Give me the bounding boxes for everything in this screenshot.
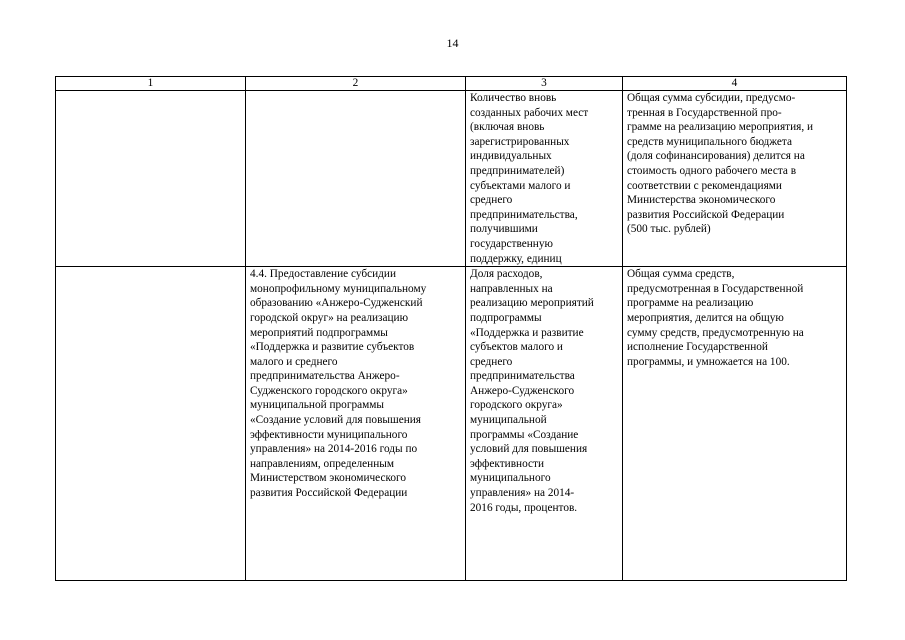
text-line: Судженского городского округа» bbox=[250, 384, 408, 397]
text-line: зарегистрированных bbox=[470, 135, 570, 148]
text-line: направлениям, определенным bbox=[250, 457, 394, 470]
text-line: развития Российской Федерации bbox=[627, 208, 785, 221]
table-row-1 bbox=[56, 91, 847, 267]
row1-cell-3 bbox=[466, 91, 623, 267]
text-line: сумму средств, предусмотренную на bbox=[627, 326, 804, 339]
row1-cell-1 bbox=[56, 91, 246, 267]
text-line: «Создание условий для повышения bbox=[250, 414, 422, 427]
text-line: тренная в Государственной про- bbox=[627, 106, 782, 119]
text-line: условий для повышения bbox=[470, 443, 588, 456]
text-line: «Поддержка и развитие субъектов bbox=[250, 341, 415, 354]
row2-cell-4 bbox=[623, 267, 847, 581]
text-line: соответствии с рекомендациями bbox=[627, 179, 782, 192]
text-line: Анжеро-Судженского bbox=[470, 384, 575, 397]
indicator-table bbox=[55, 76, 847, 581]
text-line: мероприятия, делится на общую bbox=[627, 311, 784, 324]
text-line: получившими bbox=[470, 223, 538, 236]
text-line: подпрограммы bbox=[470, 311, 542, 324]
text-line: субъектами малого и bbox=[470, 179, 571, 192]
text-line: городского округа» bbox=[470, 399, 563, 412]
text-line: поддержку, единиц bbox=[470, 252, 562, 265]
text-line: субъектов малого и bbox=[470, 341, 563, 354]
text-line: среднего bbox=[470, 355, 513, 368]
text-line: муниципальной программы bbox=[250, 399, 385, 412]
text-line: эффективности муниципального bbox=[250, 428, 408, 441]
table-row-2 bbox=[56, 267, 847, 581]
text-line: направленных на bbox=[470, 282, 553, 295]
text-line: 4.4. Предоставление субсидии bbox=[250, 268, 396, 281]
text-line: Количество вновь bbox=[470, 92, 557, 104]
row1-cell-4 bbox=[623, 91, 847, 267]
text-line: программы, и умножается на 100. bbox=[627, 355, 790, 368]
row2-cell-3 bbox=[466, 267, 623, 581]
header-cell-2: 2 bbox=[246, 77, 466, 91]
text-line: реализацию мероприятий bbox=[470, 297, 594, 310]
row2-cell-2 bbox=[246, 267, 466, 581]
text-line: программе на реализацию bbox=[627, 297, 754, 310]
text-line: монопрофильному муниципальному bbox=[250, 282, 427, 295]
row1-cell-2 bbox=[246, 91, 466, 267]
text-line: предусмотренная в Государственной bbox=[627, 282, 804, 295]
text-line: муниципального bbox=[470, 472, 551, 485]
text-line: (500 тыс. рублей) bbox=[627, 223, 711, 236]
text-line: грамме на реализацию мероприятия, и bbox=[627, 121, 814, 134]
text-line: Министерства экономического bbox=[627, 194, 776, 207]
text-line: предпринимательства bbox=[470, 370, 575, 383]
text-line: средств муниципального бюджета bbox=[627, 135, 792, 148]
text-line: Общая сумма средств, bbox=[627, 268, 735, 281]
header-cell-1: 1 bbox=[56, 77, 246, 91]
text-line: эффективности bbox=[470, 457, 544, 470]
text-line: предпринимательства, bbox=[470, 208, 578, 221]
text-line: управления» на 2014- bbox=[470, 487, 575, 500]
text-line: стоимость одного рабочего места в bbox=[627, 164, 797, 177]
text-line: предпринимательства Анжеро- bbox=[250, 370, 400, 383]
text-line: (включая вновь bbox=[470, 121, 545, 134]
text-line: Доля расходов, bbox=[470, 268, 543, 281]
text-line: (доля софинансирования) делится на bbox=[627, 150, 805, 163]
text-line: малого и среднего bbox=[250, 355, 338, 368]
text-line: развития Российской Федерации bbox=[250, 487, 408, 500]
table-header-row bbox=[56, 77, 847, 91]
text-line: образованию «Анжеро-Судженский bbox=[250, 297, 423, 310]
text-line: программы «Создание bbox=[470, 428, 579, 441]
header-cell-4: 4 bbox=[623, 77, 847, 91]
text-line: Министерством экономического bbox=[250, 472, 407, 485]
text-line: управления» на 2014-2016 годы по bbox=[250, 443, 418, 456]
text-line: мероприятий подпрограммы bbox=[250, 326, 388, 339]
row2-cell-1 bbox=[56, 267, 246, 581]
text-line: муниципальной bbox=[470, 414, 547, 427]
text-line: Общая сумма субсидии, предусмо- bbox=[627, 92, 796, 104]
text-line: 2016 годы, процентов. bbox=[470, 501, 578, 514]
text-line: «Поддержка и развитие bbox=[470, 326, 584, 339]
page-number: 14 bbox=[446, 36, 459, 50]
text-line: среднего bbox=[470, 194, 513, 207]
text-line: предпринимателей) bbox=[470, 164, 565, 177]
header-cell-3: 3 bbox=[466, 77, 623, 91]
text-line: исполнение Государственной bbox=[627, 341, 768, 354]
text-line: созданных рабочих мест bbox=[470, 106, 589, 119]
text-line: индивидуальных bbox=[470, 150, 552, 163]
text-line: городской округ» на реализацию bbox=[250, 311, 409, 324]
text-line: государственную bbox=[470, 237, 553, 250]
